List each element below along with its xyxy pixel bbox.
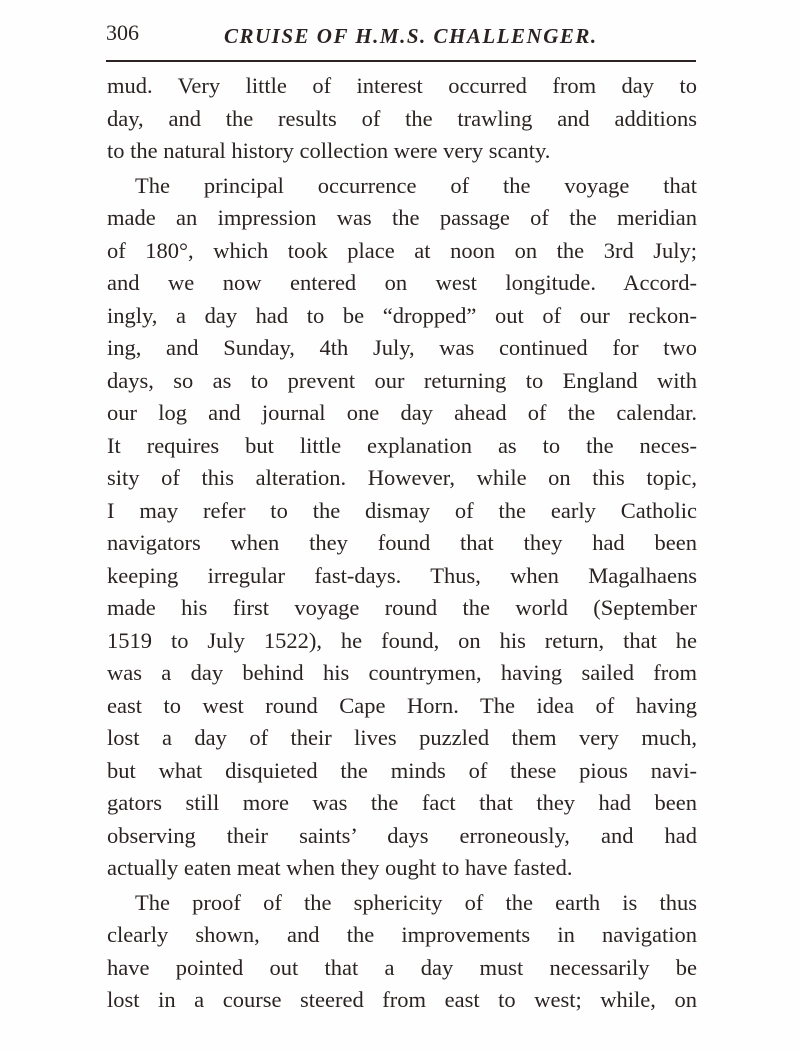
text-line: our log and journal one day ahead of the calendar. xyxy=(107,400,697,425)
text-line: gators still more was the fact that they had been xyxy=(107,790,697,815)
text-line: navigators when they found that they had been xyxy=(107,530,697,555)
text-line: lost in a course steered from east to west; while, on xyxy=(107,987,697,1012)
text-line: It requires but little explanation as to the neces- xyxy=(107,432,697,458)
text-line: but what disquieted the minds of these pious navi- xyxy=(107,757,697,783)
text-line: was a day behind his countrymen, having sailed from xyxy=(107,660,697,685)
text-line: The proof of the sphericity of the earth is thus xyxy=(135,889,697,915)
text-line: observing their saints’ days erroneously, and had xyxy=(107,822,697,848)
text-line: The principal occurrence of the voyage that xyxy=(135,172,697,198)
page-header xyxy=(106,20,694,50)
text-line: made an impression was the passage of the meridian xyxy=(107,205,697,230)
text-line: keeping irregular fast-days. Thus, when Magalhaens xyxy=(107,562,697,588)
running-head: CRUISE OF H.M.S. CHALLENGER. xyxy=(224,24,598,48)
text-line: made his first voyage round the world (September xyxy=(107,595,697,620)
text-line: actually eaten meat when they ought to have fasted. xyxy=(107,855,573,880)
text-line: have pointed out that a day must necessarily be xyxy=(107,954,697,980)
text-line: mud. Very little of interest occurred from day to xyxy=(107,73,697,98)
body-text xyxy=(107,70,697,1017)
text-line: ing, and Sunday, 4th July, was continued for two xyxy=(107,335,697,360)
text-line: to the natural history collection were very scanty. xyxy=(107,138,551,163)
text-line: ingly, a day had to be “dropped” out of our reckon- xyxy=(107,302,697,328)
text-line: and we now entered on west longitude. Accord- xyxy=(107,270,697,295)
page-number: 306 xyxy=(106,20,139,45)
text-line: clearly shown, and the improvements in navigation xyxy=(107,922,697,947)
header-rule xyxy=(106,60,696,62)
text-line: I may refer to the dismay of the early Catholic xyxy=(107,497,697,523)
text-line: days, so as to prevent our returning to England with xyxy=(107,367,697,393)
text-line: 1519 to July 1522), he found, on his return, that he xyxy=(107,627,697,653)
text-line: east to west round Cape Horn. The idea of having xyxy=(107,692,697,718)
text-line: lost a day of their lives puzzled them very much, xyxy=(107,725,697,750)
text-line: day, and the results of the trawling and additions xyxy=(107,105,697,131)
text-line: sity of this alteration. However, while on this topic, xyxy=(107,465,697,490)
text-line: of 180°, which took place at noon on the 3rd July; xyxy=(107,237,697,263)
